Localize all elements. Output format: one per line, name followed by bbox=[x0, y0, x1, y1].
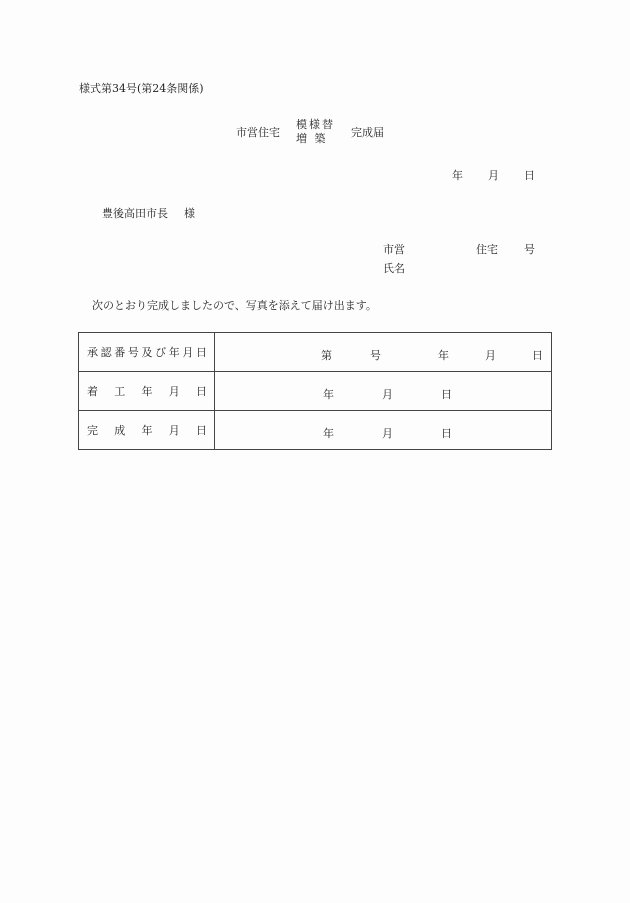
label-start bbox=[79, 372, 215, 411]
row-label-char: 年 bbox=[141, 424, 153, 437]
value-completion-month: 月 bbox=[382, 427, 393, 440]
applicant-city-label: 市営 bbox=[383, 243, 405, 256]
table-row-approval bbox=[79, 333, 552, 372]
row-label-char: 認 bbox=[100, 346, 112, 359]
row-label-char: 工 bbox=[114, 385, 126, 398]
row-label-char: 号 bbox=[127, 346, 139, 359]
title-option-extension: 増 築 bbox=[296, 132, 328, 145]
date-day-label: 日 bbox=[524, 169, 535, 182]
value-start bbox=[215, 372, 552, 411]
label-completion bbox=[79, 411, 215, 450]
applicant-name-label: 氏名 bbox=[383, 262, 405, 275]
row-label-char: 承 bbox=[87, 346, 98, 359]
value-start-month: 月 bbox=[382, 388, 393, 401]
row-label-char: 成 bbox=[114, 424, 126, 437]
value-approval-dai: 第 bbox=[321, 349, 332, 362]
label-approval bbox=[79, 333, 215, 372]
addressee-honorific: 様 bbox=[184, 207, 195, 220]
form-number: 様式第34号(第24条関係) bbox=[79, 82, 204, 95]
value-completion bbox=[215, 411, 552, 450]
value-approval bbox=[215, 333, 552, 372]
applicant-house-label: 住宅 bbox=[476, 243, 498, 256]
row-label-char: 月 bbox=[168, 424, 180, 437]
row-label-char: 日 bbox=[196, 385, 207, 398]
row-label-char: 年 bbox=[141, 385, 153, 398]
table-row-start bbox=[79, 372, 552, 411]
row-label-char: 着 bbox=[87, 385, 98, 398]
row-label-char: 月 bbox=[182, 346, 194, 359]
applicant-number-label: 号 bbox=[524, 243, 535, 256]
value-approval-go: 号 bbox=[370, 349, 381, 362]
row-label-char: 及 bbox=[141, 346, 153, 359]
title-suffix: 完成届 bbox=[351, 126, 384, 139]
row-label-char: 日 bbox=[196, 346, 207, 359]
title-option-remodel: 模様替 bbox=[296, 118, 335, 131]
body-text: 次のとおり完成しましたので、写真を添えて届け出ます。 bbox=[92, 299, 377, 312]
value-approval-day: 日 bbox=[532, 349, 543, 362]
value-start-day: 日 bbox=[441, 388, 452, 401]
addressee-name: 豊後高田市長 bbox=[102, 207, 168, 220]
value-start-year: 年 bbox=[323, 388, 334, 401]
date-year-label: 年 bbox=[452, 169, 463, 182]
value-approval-month: 月 bbox=[485, 349, 496, 362]
row-label-char: 番 bbox=[114, 346, 126, 359]
report-table bbox=[78, 332, 552, 450]
row-label-char: 月 bbox=[168, 385, 180, 398]
row-label-char: 年 bbox=[168, 346, 180, 359]
row-label-char: び bbox=[155, 346, 167, 359]
row-label-char: 日 bbox=[196, 424, 207, 437]
value-completion-year: 年 bbox=[323, 427, 334, 440]
table-row-completion bbox=[79, 411, 552, 450]
value-completion-day: 日 bbox=[441, 427, 452, 440]
date-month-label: 月 bbox=[488, 169, 499, 182]
row-label-char: 完 bbox=[87, 424, 98, 437]
title-prefix: 市営住宅 bbox=[236, 126, 280, 139]
value-approval-year: 年 bbox=[438, 349, 449, 362]
